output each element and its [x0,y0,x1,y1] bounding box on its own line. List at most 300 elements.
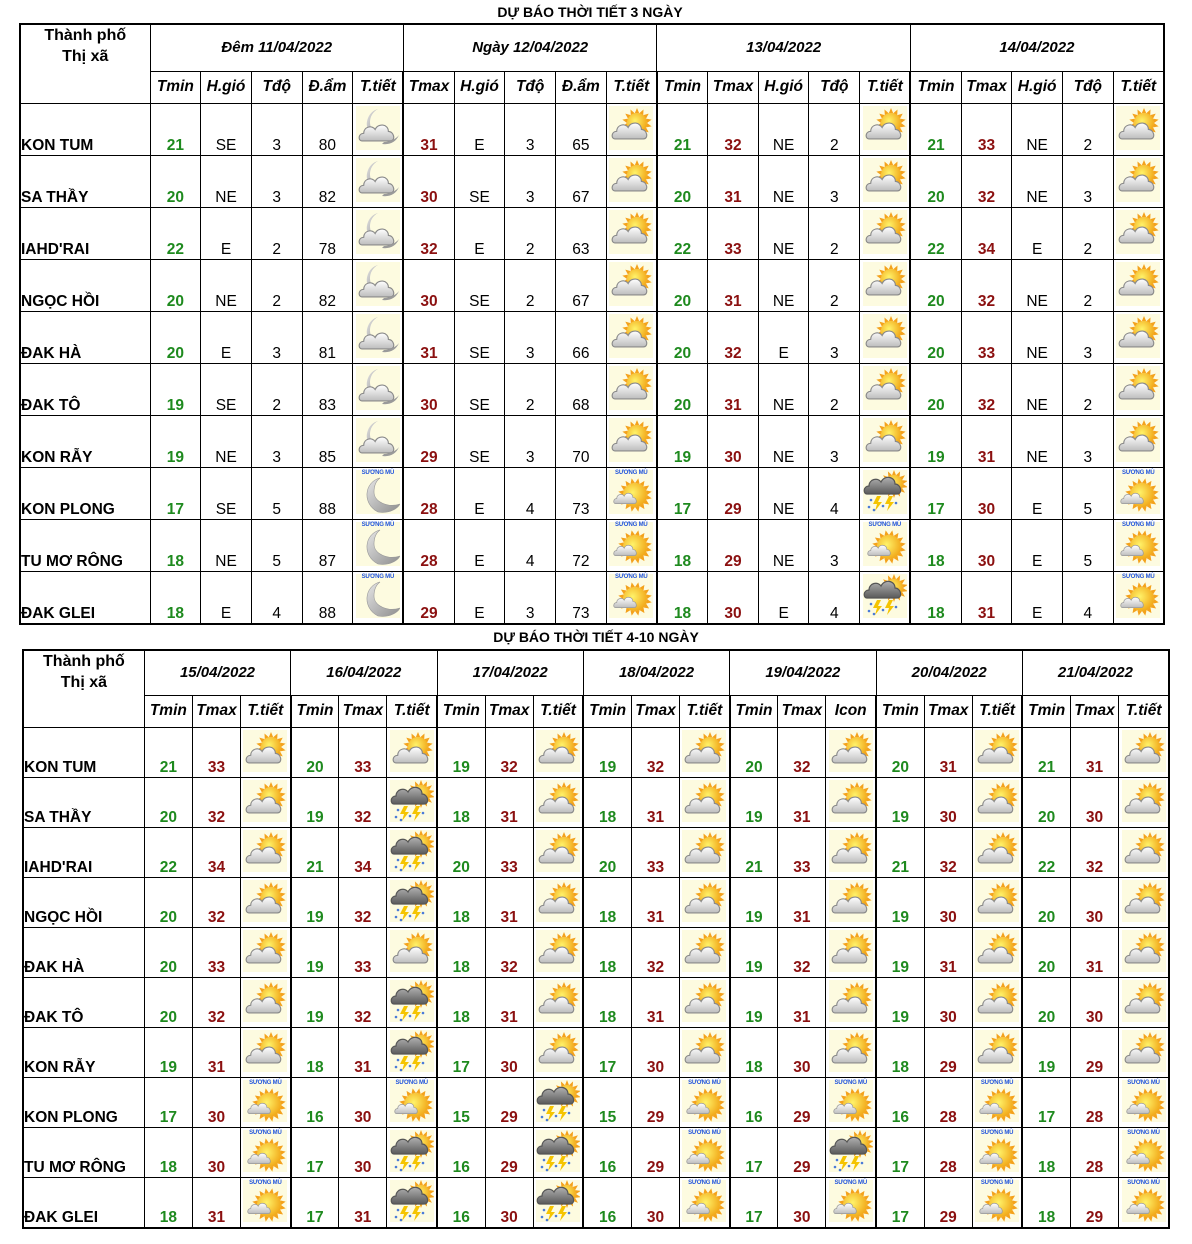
cell-tmin: 18 [144,1127,192,1177]
weather-cell [1113,467,1164,519]
weather-cell [826,727,876,777]
night-cloudy-icon [356,106,400,150]
cell-hgi: NE [1012,103,1063,155]
table-row [23,877,1169,927]
weather-cell [972,1127,1022,1177]
cell-tmax: 32 [403,207,454,259]
weather-cell [1113,363,1164,415]
cell-t: 3 [1062,415,1113,467]
cell-tmax: 31 [631,777,679,827]
table-row [23,1127,1169,1177]
cell-m: 85 [302,415,353,467]
header-row-columns [23,695,1169,727]
cell-tmin: 20 [144,927,192,977]
column-header: T.tiết [533,695,583,727]
header-row-dates [23,650,1169,695]
cell-tmin: 19 [730,927,778,977]
weather-cell [860,363,911,415]
partly-cloudy-icon [1116,106,1160,150]
weather-cell [1119,777,1169,827]
cell-tmax: 31 [339,1027,387,1077]
header-row-columns [20,71,1164,103]
table-row [20,259,1164,311]
weather-cell [241,727,291,777]
sunny-fog-icon [243,1180,287,1222]
cell-tmin: 21 [730,827,778,877]
cell-hgi: E [201,571,252,624]
weather-cell [387,727,437,777]
weather-cell [680,1177,730,1228]
cell-m: 80 [302,103,353,155]
weather-cell [241,1027,291,1077]
cell-hgi: SE [454,259,505,311]
cell-m: 88 [302,571,353,624]
thunderstorm-icon [863,574,907,618]
city-name: TU MƠ RÔNG [20,519,150,571]
column-header: Tmin [291,695,339,727]
cell-tmin: 15 [437,1077,485,1127]
weather-cell [353,311,404,363]
date-header: 20/04/2022 [876,650,1022,695]
weather-cell [533,1027,583,1077]
cell-t: 2 [251,207,302,259]
partly-cloudy-icon [536,780,580,822]
cell-tmax: 29 [485,1077,533,1127]
weather-cell [387,777,437,827]
date-header: 14/04/2022 [910,24,1163,71]
thunderstorm-icon [390,780,434,822]
cell-m: 82 [302,259,353,311]
cell-tmin: 18 [583,777,631,827]
night-cloudy-icon [356,366,400,410]
table-row [20,311,1164,363]
weather-cell [972,977,1022,1027]
table-row [20,519,1164,571]
cell-tmax: 28 [924,1077,972,1127]
cell-tmax: 30 [778,1027,826,1077]
cell-tmax: 30 [924,777,972,827]
weather-cell [826,1127,876,1177]
fog-label: SƯƠNG MÙ [615,521,648,528]
cell-tmin: 20 [437,827,485,877]
city-name: KON PLONG [20,467,150,519]
column-header: Tđộ [505,71,556,103]
weather-cell [680,977,730,1027]
column-header: Tmax [778,695,826,727]
cell-m: 73 [556,467,607,519]
city-name: KON RẪY [23,1027,144,1077]
cell-tmax: 29 [631,1077,679,1127]
sunny-fog-icon [609,574,653,618]
cell-tmax: 33 [631,827,679,877]
weather-cell [533,977,583,1027]
weather-cell [826,1027,876,1077]
partly-cloudy-icon [1122,1030,1166,1072]
city-name: NGỌC HỒI [23,877,144,927]
cell-tmax: 32 [339,777,387,827]
cell-t: 4 [1062,571,1113,624]
weather-cell [533,877,583,927]
fog-label: SƯƠNG MÙ [1127,1179,1160,1186]
cell-t: 3 [809,415,860,467]
cell-tmin: 19 [730,977,778,1027]
cell-tmax: 30 [778,1177,826,1228]
cell-tmax: 29 [631,1127,679,1177]
cell-tmax: 29 [485,1127,533,1177]
cell-tmin: 16 [583,1177,631,1228]
column-header: Icon [826,695,876,727]
weather-cell [860,571,911,624]
weather-cell [680,827,730,877]
cell-tmin: 20 [657,363,708,415]
thunderstorm-icon [536,1080,580,1122]
cell-tmin: 19 [910,415,961,467]
cell-tmin: 19 [876,977,924,1027]
weather-cell [972,927,1022,977]
cell-m: 87 [302,519,353,571]
weather-cell [353,207,404,259]
cell-tmin: 19 [291,977,339,1027]
cell-tmax: 34 [192,827,240,877]
weather-cell [606,311,657,363]
cell-tmin: 19 [150,363,201,415]
weather-cell [387,1177,437,1228]
cell-hgi: E [454,103,505,155]
weather-cell [826,1177,876,1228]
cell-tmax: 31 [485,777,533,827]
thunderstorm-icon [829,1130,873,1172]
fog-label: SƯƠNG MÙ [1122,521,1155,528]
sunny-fog-icon [829,1080,873,1122]
city-name: NGỌC HỒI [20,259,150,311]
fog-label: SƯƠNG MÙ [834,1079,867,1086]
cell-t: 2 [809,363,860,415]
cell-hgi: SE [201,467,252,519]
fog-label: SƯƠNG MÙ [361,573,395,580]
cell-tmin: 20 [657,155,708,207]
sunny-fog-icon [682,1080,726,1122]
weather-cell [241,1177,291,1228]
cell-tmin: 20 [1022,877,1070,927]
cell-tmin: 17 [291,1127,339,1177]
cell-tmin: 21 [144,727,192,777]
column-header: T.tiết [1113,71,1164,103]
partly-cloudy-icon [975,930,1019,972]
weather-cell [972,827,1022,877]
cell-tmin: 17 [583,1027,631,1077]
fog-label: SƯƠNG MÙ [1127,1079,1160,1086]
cell-tmin: 18 [291,1027,339,1077]
column-header: T.tiết [680,695,730,727]
partly-cloudy-icon [863,158,907,202]
partly-cloudy-icon [243,930,287,972]
cell-m: 67 [556,155,607,207]
weather-cell [1119,927,1169,977]
cell-tmax: 30 [485,1177,533,1228]
cell-tmin: 19 [876,877,924,927]
partly-cloudy-icon [243,730,287,772]
cell-t: 3 [251,311,302,363]
cell-tmin: 21 [150,103,201,155]
fog-label: SƯƠNG MÙ [1122,573,1155,580]
cell-t: 2 [1062,259,1113,311]
partly-cloudy-icon [1122,780,1166,822]
cell-tmin: 19 [437,727,485,777]
table-row [20,415,1164,467]
weather-cell [353,259,404,311]
cell-tmin: 19 [657,415,708,467]
date-header: 17/04/2022 [437,650,583,695]
date-header: 15/04/2022 [144,650,290,695]
city-name: SA THẦY [23,777,144,827]
cell-hgi: NE [201,415,252,467]
cell-tmin: 18 [910,519,961,571]
partly-cloudy-icon [1116,314,1160,358]
partly-cloudy-icon [1122,930,1166,972]
weather-cell [972,877,1022,927]
cell-t: 3 [251,103,302,155]
fog-label: SƯƠNG MÙ [615,573,648,580]
weather-cell [826,1077,876,1127]
partly-cloudy-icon [863,106,907,150]
weather-cell [241,1127,291,1177]
partly-cloudy-icon [609,158,653,202]
sunny-fog-icon [975,1080,1019,1122]
weather-cell [1113,207,1164,259]
night-fog-icon [356,574,400,618]
partly-cloudy-icon [863,366,907,410]
cell-tmax: 29 [708,519,759,571]
cell-hgi: E [454,467,505,519]
weather-cell [533,827,583,877]
cell-tmax: 31 [1070,927,1118,977]
partly-cloudy-icon [863,314,907,358]
sunny-fog-icon [609,470,653,514]
cell-tmax: 29 [778,1077,826,1127]
cell-tmax: 30 [339,1077,387,1127]
weather-cell [972,777,1022,827]
column-header: Tmin [876,695,924,727]
weather-cell [606,363,657,415]
cell-tmax: 30 [1070,877,1118,927]
weather-cell [1113,311,1164,363]
cell-tmin: 20 [144,977,192,1027]
date-header: 21/04/2022 [1022,650,1169,695]
column-header: Tmax [339,695,387,727]
weather-cell [533,927,583,977]
partly-cloudy-icon [829,980,873,1022]
city-name: SA THẦY [20,155,150,207]
cell-t: 2 [1062,207,1113,259]
cell-tmin: 15 [583,1077,631,1127]
cell-tmax: 30 [924,977,972,1027]
cell-m: 73 [556,571,607,624]
cell-tmin: 17 [1022,1077,1070,1127]
cell-tmax: 33 [339,927,387,977]
cell-hgi: NE [758,519,809,571]
weather-cell [1119,977,1169,1027]
partly-cloudy-icon [829,930,873,972]
weather-cell [1113,259,1164,311]
weather-cell [972,1077,1022,1127]
cell-m: 88 [302,467,353,519]
cell-tmin: 19 [876,777,924,827]
fog-label: SƯƠNG MÙ [688,1079,721,1086]
partly-cloudy-icon [975,730,1019,772]
column-header: T.tiết [241,695,291,727]
weather-cell [241,1077,291,1127]
cell-tmax: 33 [961,103,1012,155]
cell-hgi: E [1012,571,1063,624]
cell-tmax: 32 [1070,827,1118,877]
cell-t: 3 [809,519,860,571]
cell-t: 3 [251,415,302,467]
sunny-fog-icon [1122,1080,1166,1122]
cell-m: 63 [556,207,607,259]
cell-tmin: 20 [1022,927,1070,977]
cell-tmin: 21 [876,827,924,877]
cell-m: 78 [302,207,353,259]
cell-hgi: E [758,311,809,363]
cell-tmax: 31 [403,103,454,155]
table-row [23,927,1169,977]
date-header: Đêm 11/04/2022 [150,24,403,71]
cell-hgi: SE [454,363,505,415]
partly-cloudy-icon [682,730,726,772]
weather-cell [860,207,911,259]
partly-cloudy-icon [536,730,580,772]
cell-tmax: 32 [192,977,240,1027]
cell-tmin: 22 [150,207,201,259]
partly-cloudy-icon [536,980,580,1022]
cell-tmax: 29 [1070,1027,1118,1077]
cell-t: 5 [251,467,302,519]
cell-tmax: 31 [708,155,759,207]
cell-m: 83 [302,363,353,415]
cell-tmax: 33 [778,827,826,877]
cell-tmax: 31 [924,927,972,977]
partly-cloudy-icon [1122,980,1166,1022]
sunny-fog-icon [243,1130,287,1172]
column-header: Tđộ [251,71,302,103]
cell-tmin: 22 [910,207,961,259]
cell-hgi: NE [758,103,809,155]
cell-m: 82 [302,155,353,207]
cell-tmax: 32 [778,727,826,777]
cell-tmin: 19 [583,727,631,777]
city-header [20,24,150,103]
weather-cell [680,1027,730,1077]
partly-cloudy-icon [390,930,434,972]
sunny-fog-icon [682,1180,726,1222]
city-name: ĐAK HÀ [23,927,144,977]
weather-cell [826,977,876,1027]
cell-t: 2 [809,103,860,155]
cell-t: 2 [505,259,556,311]
cell-tmin: 17 [876,1177,924,1228]
partly-cloudy-icon [682,980,726,1022]
weather-cell [387,827,437,877]
cell-tmax: 34 [961,207,1012,259]
cell-tmin: 20 [150,311,201,363]
weather-cell [241,777,291,827]
cell-tmax: 33 [485,827,533,877]
partly-cloudy-icon [536,1030,580,1072]
cell-tmin: 20 [910,363,961,415]
cell-tmax: 30 [192,1127,240,1177]
weather-cell [1119,1127,1169,1177]
cell-m: 65 [556,103,607,155]
partly-cloudy-icon [1116,366,1160,410]
column-header: Tmax [708,71,759,103]
cell-hgi: E [1012,519,1063,571]
cell-tmax: 30 [339,1127,387,1177]
cell-tmin: 21 [291,827,339,877]
cell-tmin: 18 [583,927,631,977]
cell-tmin: 18 [150,571,201,624]
table-row [20,103,1164,155]
sunny-fog-icon [975,1180,1019,1222]
partly-cloudy-icon [829,730,873,772]
city-header [23,650,144,727]
cell-t: 3 [251,155,302,207]
weather-cell [860,467,911,519]
cell-tmin: 19 [291,927,339,977]
cell-tmin: 22 [144,827,192,877]
cell-tmin: 20 [144,877,192,927]
cell-tmax: 28 [403,467,454,519]
weather-cell [860,103,911,155]
column-header: H.gió [758,71,809,103]
cell-tmin: 19 [730,777,778,827]
city-header-line1: Thành phố [44,27,127,44]
cell-tmin: 16 [437,1127,485,1177]
partly-cloudy-icon [1122,730,1166,772]
cell-t: 4 [505,519,556,571]
sunny-fog-icon [975,1130,1019,1172]
weather-cell [1113,155,1164,207]
cell-hgi: NE [758,155,809,207]
sunny-fog-icon [1122,1130,1166,1172]
cell-tmin: 20 [910,259,961,311]
partly-cloudy-icon [682,930,726,972]
column-header: Tđộ [809,71,860,103]
thunderstorm-icon [390,830,434,872]
cell-tmax: 31 [708,363,759,415]
cell-hgi: NE [758,415,809,467]
partly-cloudy-icon [975,1030,1019,1072]
sunny-fog-icon [1116,522,1160,566]
cell-tmin: 21 [910,103,961,155]
cell-m: 81 [302,311,353,363]
cell-hgi: NE [758,259,809,311]
sunny-fog-icon [1116,574,1160,618]
cell-tmin: 19 [150,415,201,467]
table-row [20,571,1164,624]
cell-tmin: 16 [730,1077,778,1127]
weather-cell [353,103,404,155]
partly-cloudy-icon [682,1030,726,1072]
weather-cell [680,727,730,777]
cell-tmin: 20 [910,311,961,363]
cell-tmax: 30 [403,259,454,311]
cell-hgi: E [454,519,505,571]
cell-tmin: 18 [583,877,631,927]
column-header: T.tiết [1119,695,1169,727]
partly-cloudy-icon [829,880,873,922]
forecast-4-10-day-title: DỰ BÁO THỜI TIẾT 4-10 NGÀY [493,629,699,645]
cell-t: 2 [251,259,302,311]
